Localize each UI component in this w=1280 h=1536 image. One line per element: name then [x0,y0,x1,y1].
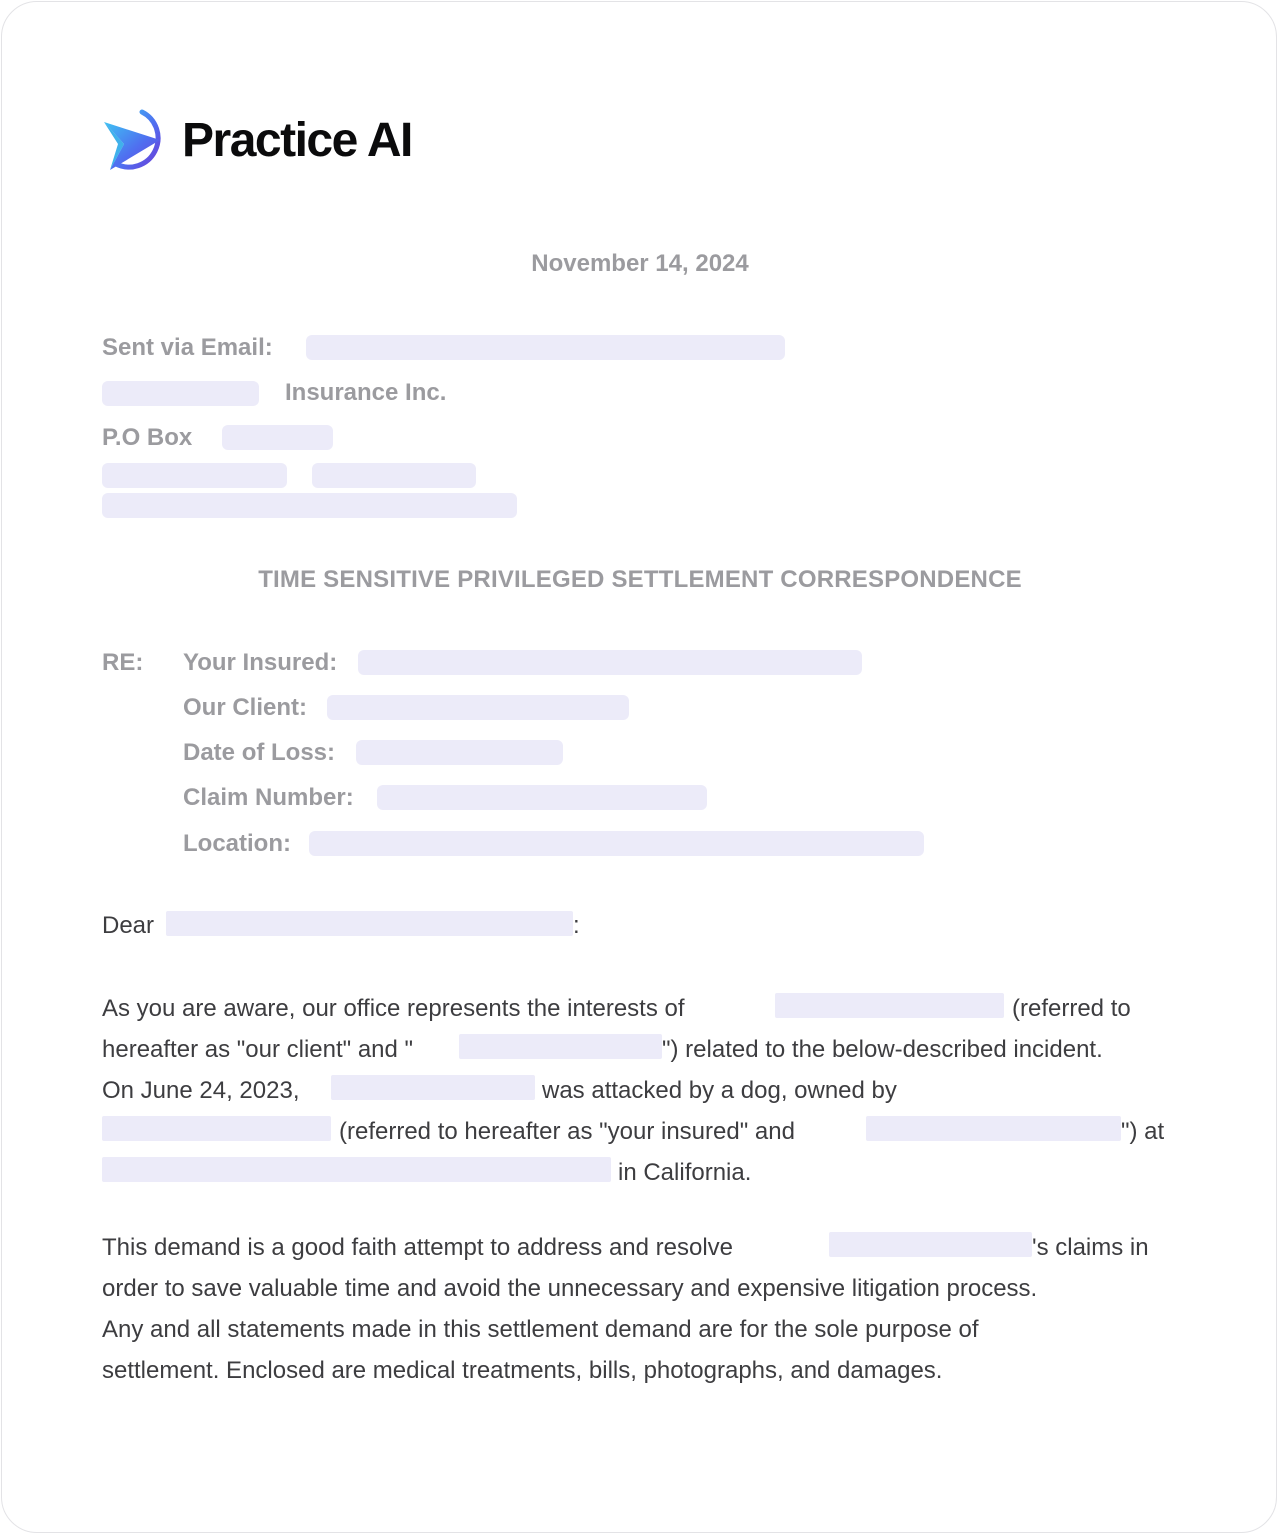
redacted-insured-full-name [102,1116,331,1141]
re-our-client-label: Our Client: [183,694,307,721]
redacted-city [102,463,287,488]
redacted-insurer-name [102,381,259,406]
po-box-label: P.O Box [102,424,193,451]
redacted-our-client [327,695,629,720]
p2-line1a: This demand is a good faith attempt to address and resolve [102,1234,734,1261]
re-claim-number-label: Claim Number: [183,784,354,811]
re-location-label: Location: [183,830,291,857]
p2-line3: Any and all statements made in this settlement demand are for the sole purpose of [102,1316,979,1343]
document-card [1,1,1277,1533]
p1-line2b: ") related to the below-described incident. [662,1036,1103,1063]
redacted-location [309,831,924,856]
redacted-claim-number [377,785,707,810]
p1-line3b: was attacked by a dog, owned by [542,1077,897,1104]
p1-line4b: ") at [1121,1118,1165,1145]
p2-line4: settlement. Enclosed are medical treatments, bills, photographs, and damages. [102,1357,943,1384]
brand-logo [102,106,412,176]
redacted-state-zip [312,463,476,488]
redacted-client-full-name [775,993,1004,1018]
sent-via-email-label: Sent via Email: [102,334,273,361]
p2-line2: order to save valuable time and avoid the unnecessary and expensive litigation process. [102,1275,1038,1302]
redacted-recipient-name [166,911,573,936]
p1-line4a: (referred to hereafter as "your insured" and [339,1118,795,1145]
p1-line3a: On June 24, 2023, [102,1077,300,1104]
p1-line5: in California. [618,1159,752,1186]
p1-line1a: As you are aware, our office represents the interests of [102,995,685,1022]
letter-date: November 14, 2024 [531,250,749,277]
re-label: RE: [102,649,144,676]
salutation: Dear [102,912,155,939]
p1-line2a: hereafter as "our client" and " [102,1036,414,1063]
re-your-insured-label: Your Insured: [183,649,338,676]
redacted-client-short-name [459,1034,662,1059]
redacted-insured-short-name [866,1116,1121,1141]
insurance-suffix: Insurance Inc. [285,379,447,406]
redacted-date-of-loss [356,740,563,765]
redacted-email [306,335,785,360]
redacted-po-box [222,425,333,450]
redacted-address-line [102,493,517,518]
salutation-colon: : [573,912,580,939]
p1-line1b: (referred to [1012,995,1131,1022]
redacted-client-name-3 [829,1232,1032,1257]
p2-line1b: 's claims in [1032,1234,1149,1261]
re-date-of-loss-label: Date of Loss: [183,739,336,766]
redacted-your-insured [358,650,862,675]
redacted-client-name-2 [331,1075,535,1100]
correspondence-heading: TIME SENSITIVE PRIVILEGED SETTLEMENT CORRESPONDENCE [258,566,1022,593]
brand-name: Practice AI [182,114,412,167]
redacted-incident-address [102,1157,611,1182]
arrow-play-logo-icon [102,106,172,176]
